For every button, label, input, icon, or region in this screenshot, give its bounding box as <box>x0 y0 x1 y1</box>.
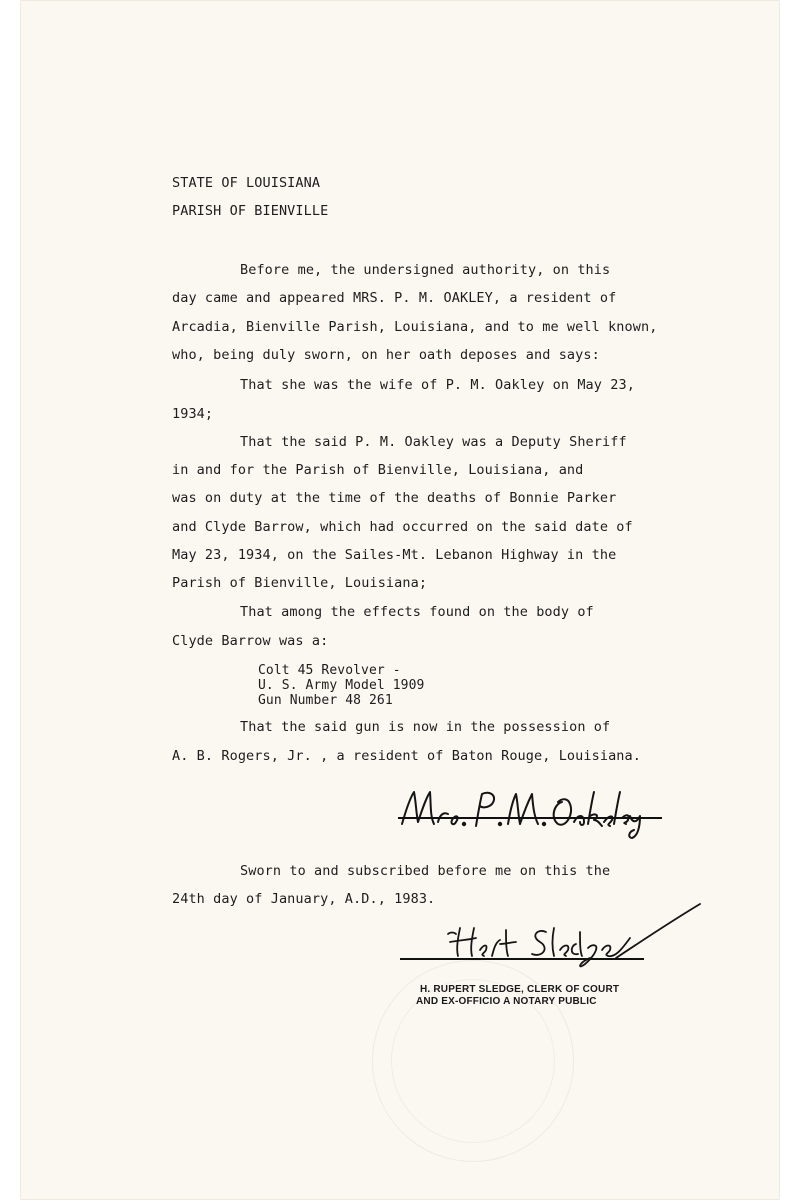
wife-line-1: That she was the wife of P. M. Oakley on May 23, <box>240 377 635 393</box>
sworn-line-1: Sworn to and subscribed before me on this the <box>240 863 611 879</box>
intro-line-4: who, being duly sworn, on her oath deposes and says: <box>172 347 600 363</box>
gun-line-3: Gun Number 48 261 <box>258 693 393 708</box>
deputy-line-6: Parish of Bienville, Louisiana; <box>172 575 428 591</box>
notary-caption-line-1: H. RUPERT SLEDGE, CLERK OF COURT <box>420 984 620 995</box>
gun-line-1: Colt 45 Revolver - <box>258 663 401 678</box>
intro-line-1: Before me, the undersigned authority, on this <box>240 262 611 278</box>
wife-line-2: 1934; <box>172 406 214 422</box>
intro-line-3: Arcadia, Bienville Parish, Louisiana, and to me well known, <box>172 319 658 335</box>
effects-line-1: That among the effects found on the body of <box>240 604 594 620</box>
effects-line-2: Clyde Barrow was a: <box>172 633 329 649</box>
deputy-line-3: was on duty at the time of the deaths of Bonnie Parker <box>172 490 617 506</box>
gun-line-2: U. S. Army Model 1909 <box>258 678 425 693</box>
affiant-signature-line <box>398 817 662 819</box>
intro-line-2: day came and appeared MRS. P. M. OAKLEY, a resident of <box>172 290 617 306</box>
deputy-line-1: That the said P. M. Oakley was a Deputy Sheriff <box>240 434 627 450</box>
state-heading: STATE OF LOUISIANA <box>172 175 321 191</box>
parish-heading: PARISH OF BIENVILLE <box>172 203 329 219</box>
possession-line-2: A. B. Rogers, Jr. , a resident of Baton Rouge, Louisiana. <box>172 748 641 764</box>
deputy-line-2: in and for the Parish of Bienville, Louisiana, and <box>172 462 584 478</box>
deputy-line-5: May 23, 1934, on the Sailes-Mt. Lebanon Highway in the <box>172 547 617 563</box>
sworn-line-2: 24th day of January, A.D., 1983. <box>172 891 436 907</box>
notary-signature-line <box>400 958 644 960</box>
deputy-line-4: and Clyde Barrow, which had occurred on the said date of <box>172 519 633 535</box>
affidavit-document <box>20 0 780 1200</box>
notary-caption-line-2: AND EX-OFFICIO A NOTARY PUBLIC <box>416 996 597 1007</box>
possession-line-1: That the said gun is now in the possession of <box>240 719 611 735</box>
affiant-signature <box>394 784 664 840</box>
